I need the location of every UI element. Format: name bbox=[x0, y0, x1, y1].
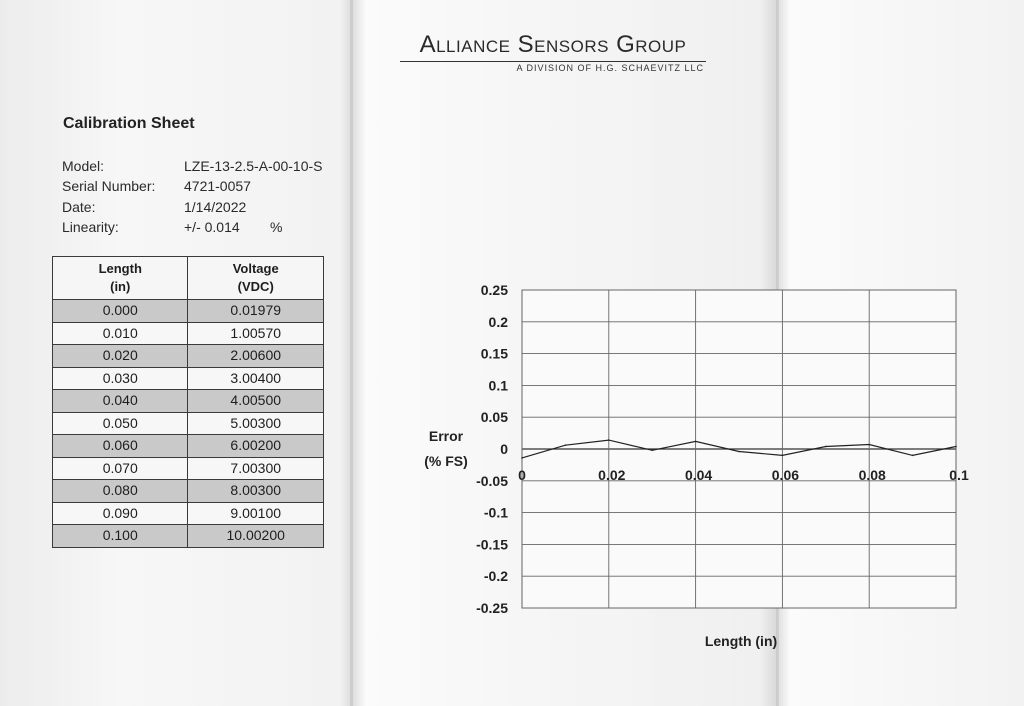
cell-voltage: 5.00300 bbox=[188, 412, 324, 435]
cell-voltage: 8.00300 bbox=[188, 480, 324, 503]
y-tick-label: -0.2 bbox=[483, 568, 508, 585]
cell-length: 0.090 bbox=[53, 502, 188, 525]
data-point bbox=[651, 449, 653, 451]
x-tick-label: 0.1 bbox=[949, 467, 969, 483]
data-point bbox=[955, 446, 957, 448]
data-point bbox=[521, 457, 523, 459]
info-value: +/- 0.014 bbox=[184, 219, 240, 235]
info-unit: % bbox=[270, 219, 283, 235]
cell-voltage: 9.00100 bbox=[188, 502, 324, 525]
info-value: 4721-0057 bbox=[184, 178, 251, 194]
x-tick-label: 0.06 bbox=[771, 467, 800, 483]
data-point bbox=[565, 444, 567, 446]
cell-voltage: 1.00570 bbox=[188, 322, 324, 345]
x-axis-label: Length (in) bbox=[704, 633, 778, 649]
y-tick-label: 0 bbox=[500, 441, 508, 457]
cell-length: 0.070 bbox=[53, 457, 188, 480]
cell-length: 0.080 bbox=[53, 480, 188, 503]
cell-length: 0.050 bbox=[53, 412, 188, 435]
cell-voltage: 10.00200 bbox=[188, 525, 324, 548]
cell-length: 0.100 bbox=[53, 525, 188, 548]
sheet-title: Calibration Sheet bbox=[63, 115, 195, 132]
y-axis-label: (% FS) bbox=[424, 453, 468, 469]
info-label: Serial Number: bbox=[62, 178, 156, 194]
header-line: (in) bbox=[110, 279, 131, 294]
data-point bbox=[912, 455, 914, 457]
info-value: 1/14/2022 bbox=[184, 199, 247, 215]
cell-length: 0.030 bbox=[53, 367, 188, 390]
cell-length: 0.060 bbox=[53, 435, 188, 458]
y-tick-label: -0.1 bbox=[483, 504, 508, 521]
y-axis-label: Error bbox=[428, 428, 464, 444]
y-tick-label: 0.15 bbox=[480, 345, 508, 362]
cell-voltage: 7.00300 bbox=[188, 457, 324, 480]
x-tick-label: 0 bbox=[518, 467, 526, 483]
cell-length: 0.020 bbox=[53, 345, 188, 368]
y-tick-label: -0.05 bbox=[476, 472, 508, 489]
x-tick-label: 0.02 bbox=[598, 467, 626, 483]
y-tick-label: 0.1 bbox=[488, 377, 508, 394]
y-tick-labels bbox=[476, 282, 508, 616]
y-tick-label: 0.25 bbox=[480, 282, 508, 298]
y-tick-label: 0.2 bbox=[488, 313, 508, 330]
y-tick-label: -0.25 bbox=[476, 600, 508, 616]
company-subtitle: A DIVISION OF H.G. SCHAEVITZ LLC bbox=[516, 63, 704, 73]
data-point bbox=[782, 455, 784, 457]
x-tick-label: 0.04 bbox=[684, 467, 713, 483]
cell-length: 0.000 bbox=[53, 300, 188, 323]
header-line: Length bbox=[98, 261, 142, 276]
data-point bbox=[738, 451, 740, 453]
header-line: (VDC) bbox=[237, 279, 274, 294]
header-line: Voltage bbox=[232, 261, 279, 276]
info-value: LZE-13-2.5-A-00-10-S bbox=[184, 158, 323, 174]
cell-length: 0.010 bbox=[53, 322, 188, 345]
cell-voltage: 0.01979 bbox=[188, 300, 324, 323]
info-label: Date: bbox=[62, 199, 96, 215]
y-tick-label: 0.05 bbox=[480, 409, 508, 426]
data-point bbox=[868, 444, 870, 446]
info-label: Model: bbox=[62, 158, 105, 174]
chart-grid bbox=[522, 290, 956, 608]
cell-voltage: 2.00600 bbox=[188, 345, 324, 368]
data-point bbox=[695, 441, 697, 443]
data-point bbox=[825, 446, 827, 448]
x-tick-label: 0.08 bbox=[858, 467, 886, 483]
cell-voltage: 4.00500 bbox=[188, 390, 324, 413]
cell-voltage: 6.00200 bbox=[188, 435, 324, 458]
cell-voltage: 3.00400 bbox=[188, 367, 324, 390]
cell-length: 0.040 bbox=[53, 390, 188, 413]
company-name: Alliance Sensors Group bbox=[400, 30, 706, 62]
y-tick-label: -0.15 bbox=[476, 536, 508, 553]
data-point bbox=[608, 439, 610, 441]
info-label: Linearity: bbox=[62, 219, 119, 235]
